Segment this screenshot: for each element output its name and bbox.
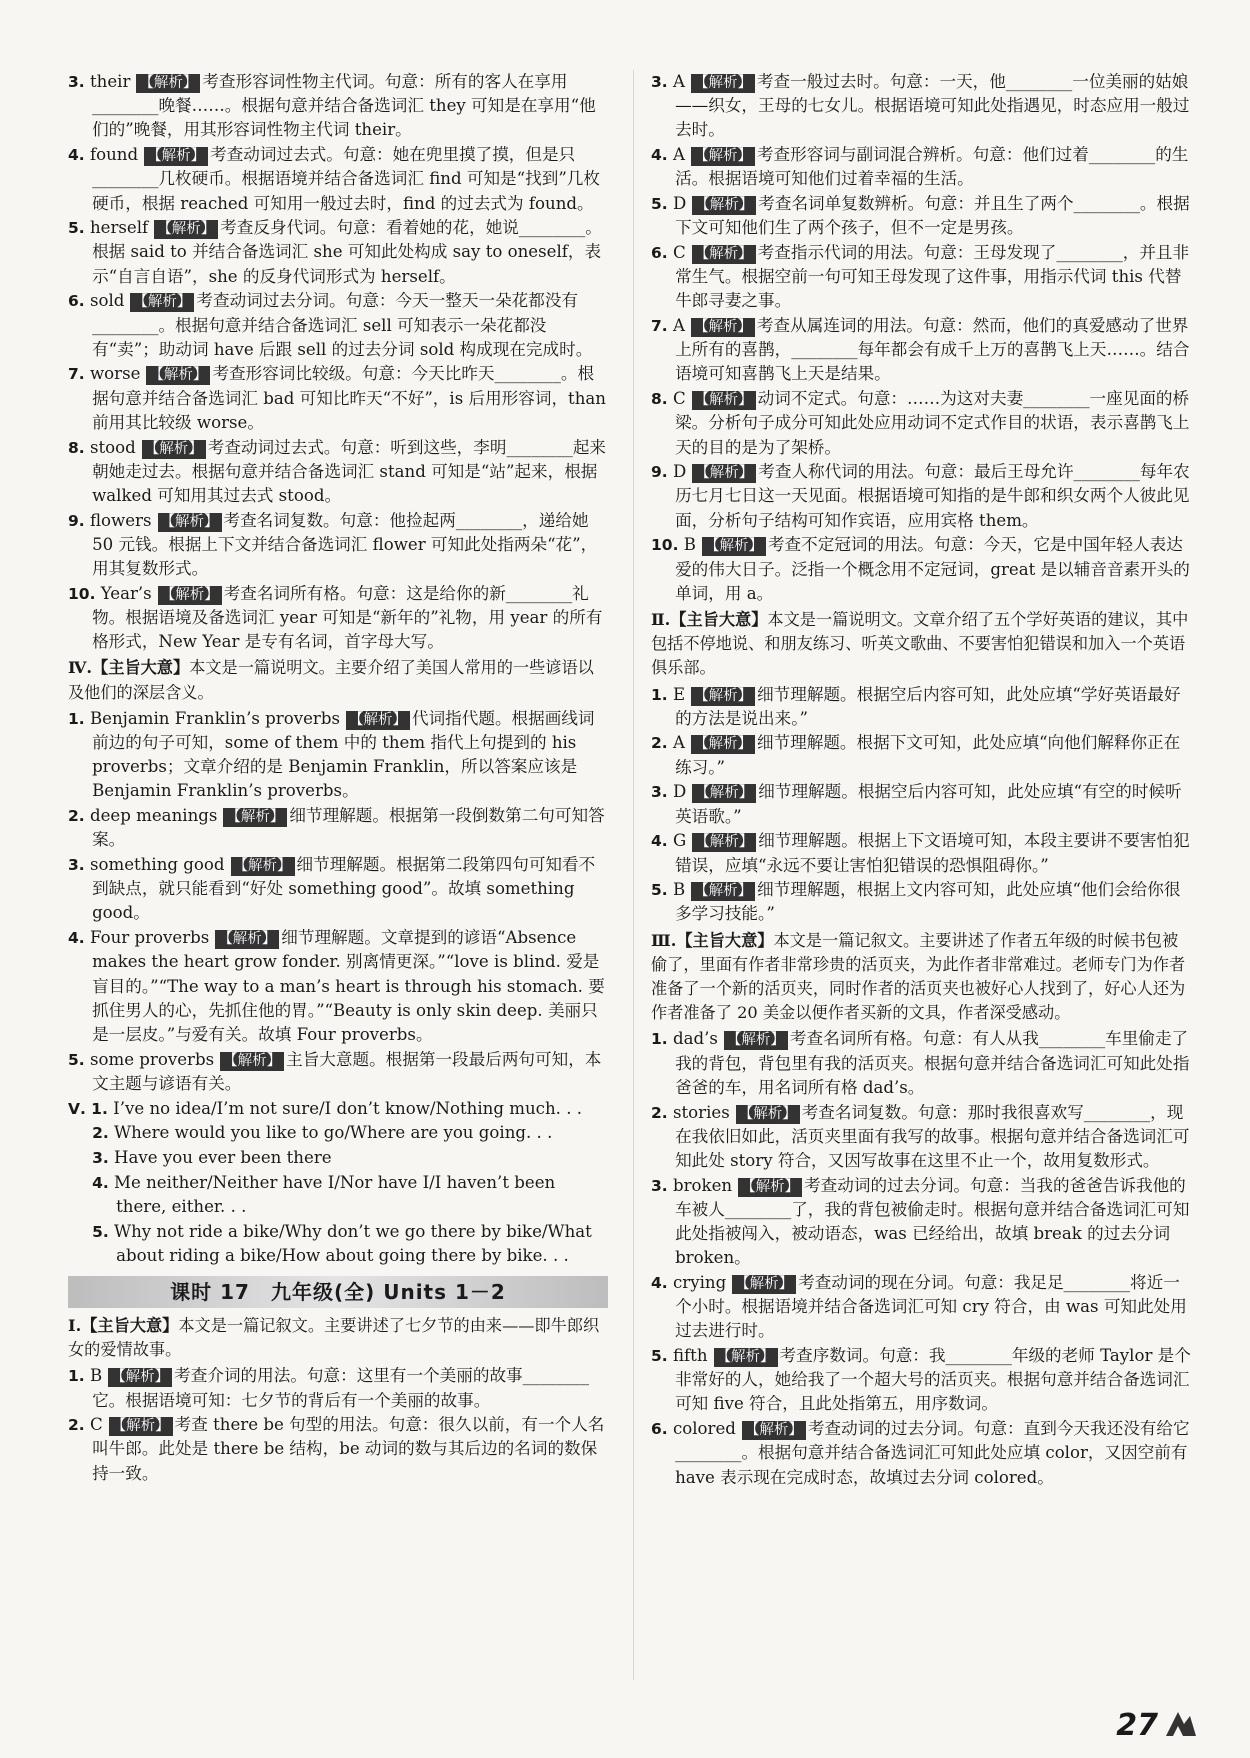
analysis-tag: 【解析】 xyxy=(702,537,766,556)
entry-number: 3. xyxy=(651,783,668,802)
answer-entry xyxy=(651,192,1191,240)
answer-entry xyxy=(651,1174,1191,1271)
answer-entry xyxy=(651,1101,1191,1174)
analysis-tag: 【解析】 xyxy=(109,1417,173,1436)
item-text: I’ve no idea/I’m not sure/I don’t know/Nothing much. . . xyxy=(113,1098,583,1118)
entry-answer: flowers xyxy=(89,510,152,530)
entry-explanation: 考查动词过去式。句意：听到这些，李明________起来朝她走过去。根据句意并结合备选词汇 stand 可知是“站”起来，根据 walked 可知用其过去式 stood。 xyxy=(92,437,607,505)
answer-entry xyxy=(651,460,1191,533)
analysis-tag: 【解析】 xyxy=(142,440,206,459)
entry-explanation: 主旨大意题。根据第一段最后两句可知，本文主题与谚语有关。 xyxy=(92,1049,602,1093)
item-number: 3. xyxy=(92,1148,109,1167)
entry-explanation: 考查形容词与副词混合辨析。句意：他们过着________的生活。根据语境可知他们过着幸福的生活。 xyxy=(675,145,1189,189)
answer-entry xyxy=(651,1344,1191,1417)
section-4-entries xyxy=(68,707,608,1096)
entry-explanation: 考查名词所有格。句意：有人从我________车里偷走了我的背包，背包里有我的活页夹。根据句意并结合备选词汇可知此处指爸爸的车，用名词所有格 dad’s。 xyxy=(675,1029,1190,1097)
entry-answer: B xyxy=(89,1366,103,1386)
entry-explanation: 考查动词的现在分词。句意：我足足________将近一个小时。根据语境并结合备选词汇可知 cry 符合，由 was 可知此处用过去进行时。 xyxy=(675,1272,1187,1341)
entry-number: 1. xyxy=(651,1030,668,1049)
section-4-summary xyxy=(68,656,608,704)
summary-label: 【主旨大意】 xyxy=(676,930,774,950)
entry-explanation: 考查动词过去分词。句意：今天一整天一朵花都没有________。根据句意并结合备选词汇 sell 可知表示一朵花都没有“卖”；助动词 have 后跟 sell 的过去分词 sold 构成现在完成时。 xyxy=(92,291,593,359)
summary-text: 本文是一篇记叙文。主要讲述了七夕节的由来——即牛郎织女的爱情故事。 xyxy=(68,1315,600,1360)
entry-answer: some proverbs xyxy=(89,1049,215,1069)
entry-explanation: 考查序数词。句意：我________年级的老师 Taylor 是个非常好的人，她给我了一个超大号的活页夹。根据句意并结合备选词汇可知 five 符合，且此处指第五，用序数词。 xyxy=(675,1346,1191,1414)
analysis-tag: 【解析】 xyxy=(691,882,755,901)
answer-entry xyxy=(651,731,1191,779)
entry-answer: stories xyxy=(672,1102,730,1122)
entry-number: 3. xyxy=(651,1176,668,1195)
answer-entry xyxy=(68,1048,608,1096)
entry-answer: sold xyxy=(89,291,125,311)
section-5-item-5 xyxy=(68,1220,608,1268)
entry-answer: C xyxy=(89,1415,103,1435)
entry-answer: A xyxy=(672,733,685,753)
entry-answer: A xyxy=(672,72,685,91)
entry-number: 6. xyxy=(651,1420,668,1439)
entry-number: 4. xyxy=(651,832,668,851)
answer-entry xyxy=(651,387,1191,460)
section-numeral: Ⅳ. xyxy=(68,658,93,678)
analysis-tag: 【解析】 xyxy=(738,1178,802,1197)
analysis-tag: 【解析】 xyxy=(144,147,208,166)
answer-entry xyxy=(651,1271,1191,1344)
entry-explanation: 考查介词的用法。句意：这里有一个美丽的故事________它。根据语境可知：七夕节的背后有一个美丽的故事。 xyxy=(92,1366,590,1410)
entry-number: 7. xyxy=(68,365,85,384)
answer-entry xyxy=(68,1413,608,1486)
entry-explanation: 细节理解题。根据空后内容可知，此处应填“有空的时候听英语歌。” xyxy=(675,782,1182,826)
entry-answer: D xyxy=(672,782,687,802)
entry-answer: found xyxy=(89,145,139,165)
entry-number: 10. xyxy=(651,536,679,555)
analysis-tag: 【解析】 xyxy=(108,1368,172,1387)
entry-number: 6. xyxy=(651,243,668,262)
entry-answer: stood xyxy=(89,437,136,457)
analysis-tag: 【解析】 xyxy=(692,784,756,803)
analysis-tag: 【解析】 xyxy=(215,930,279,949)
analysis-tag: 【解析】 xyxy=(742,1421,806,1440)
entry-answer: A xyxy=(672,145,685,165)
entry-number: 5. xyxy=(68,219,85,238)
entry-number: 1. xyxy=(68,1367,85,1386)
entry-explanation: 考查形容词比较级。句意：今天比昨天________。根据句意并结合备选词汇 bad 可知比昨天“不好”，is 后用形容词，than 前用其比较级 worse。 xyxy=(92,364,606,432)
entry-number: 5. xyxy=(651,1347,668,1366)
answer-entry xyxy=(651,143,1191,191)
item-number: 5. xyxy=(92,1222,109,1241)
analysis-tag: 【解析】 xyxy=(692,391,756,410)
analysis-tag: 【解析】 xyxy=(691,687,755,706)
entry-explanation: 考查人称代词的用法。句意：最后王母允许________每年农历七月七日这一天见面。根据语境可知指的是牛郎和织女两个人彼此见面，分析句子结构可知作宾语，应用宾格 them。 xyxy=(675,462,1190,530)
answer-entry xyxy=(651,70,1191,143)
answer-entry xyxy=(651,241,1191,314)
entry-number: 3. xyxy=(68,856,85,874)
analysis-tag: 【解析】 xyxy=(231,857,295,876)
entry-answer: C xyxy=(672,389,686,409)
section-numeral: Ⅰ. xyxy=(68,1315,82,1335)
answer-entry xyxy=(68,70,608,143)
entry-explanation: 考查从属连词的用法。句意：然而，他们的真爱感动了世界上所有的喜鹊，________每年都会有成千上万的喜鹊飞上天……。结合语境可知喜鹊飞上天是结果。 xyxy=(675,316,1190,384)
entry-number: 3. xyxy=(651,73,668,91)
analysis-tag: 【解析】 xyxy=(692,245,756,264)
entry-number: 5. xyxy=(651,881,668,900)
answer-entry xyxy=(68,853,608,926)
summary-label: 【主旨大意】 xyxy=(670,609,768,629)
summary-label: 【主旨大意】 xyxy=(92,658,190,678)
analysis-tag: 【解析】 xyxy=(732,1275,796,1294)
answer-entry xyxy=(68,143,608,216)
left-entries-top xyxy=(68,70,608,654)
entry-answer: broken xyxy=(672,1175,733,1195)
entry-answer: B xyxy=(672,880,686,900)
entry-number: 4. xyxy=(651,1273,668,1292)
section-1-entries-left xyxy=(68,1364,608,1486)
entry-answer: Four proverbs xyxy=(89,928,210,948)
item-number: 1. xyxy=(91,1099,108,1118)
entry-number: 7. xyxy=(651,317,668,336)
section-numeral: Ⅴ. xyxy=(68,1099,86,1118)
entry-number: 8. xyxy=(68,438,85,457)
entry-number: 2. xyxy=(651,1103,668,1122)
entry-explanation: 考查动词过去式。句意：她在兜里摸了摸，但是只________几枚硬币。根据语境并结合备选词汇 find 可知是“找到”几枚硬币，根据 reached 可知用一般过去时，find 的过去式为 found。 xyxy=(92,145,600,213)
analysis-tag: 【解析】 xyxy=(130,293,194,312)
answer-entry xyxy=(68,707,608,804)
summary-text: 本文是一篇说明文。主要介绍了美国人常用的一些谚语以及他们的深层含义。 xyxy=(68,658,594,702)
analysis-tag: 【解析】 xyxy=(691,735,755,754)
entry-explanation: 细节理解题。根据第二段第四句可知看不到缺点，就只能看到“好处 something good”。故填 something good。 xyxy=(92,855,596,923)
answer-entry xyxy=(651,1417,1191,1490)
entry-answer: A xyxy=(672,316,685,336)
analysis-tag: 【解析】 xyxy=(154,220,218,239)
entry-answer: E xyxy=(672,684,686,704)
entry-number: 2. xyxy=(68,1416,85,1435)
answer-entry xyxy=(651,878,1191,926)
answer-entry xyxy=(68,582,608,655)
answer-entry xyxy=(68,362,608,435)
entry-explanation: 考查一般过去时。句意：一天，他________一位美丽的姑娘——织女，王母的七女儿。根据语境可知此处指遇见，时态应用一般过去时。 xyxy=(675,72,1190,140)
section-2-entries xyxy=(651,683,1191,927)
answer-entry xyxy=(68,926,608,1047)
entry-answer: C xyxy=(672,242,686,262)
analysis-tag: 【解析】 xyxy=(691,318,755,337)
entry-explanation: 细节理解题。根据第一段倒数第二句可知答案。 xyxy=(92,806,605,850)
analysis-tag: 【解析】 xyxy=(692,464,756,483)
section-5 xyxy=(68,1097,608,1268)
entry-answer: herself xyxy=(89,218,149,238)
item-text: Why not ride a bike/Why don’t we go there by bike/What about riding a bike/How about going there by bike. . . xyxy=(114,1221,592,1265)
section-5-item-2 xyxy=(68,1121,608,1145)
analysis-tag: 【解析】 xyxy=(146,366,210,385)
entry-number: 5. xyxy=(651,195,668,214)
entry-number: 10. xyxy=(68,584,96,603)
analysis-tag: 【解析】 xyxy=(692,196,756,215)
answer-entry xyxy=(68,216,608,289)
item-number: 4. xyxy=(92,1173,109,1192)
analysis-tag: 【解析】 xyxy=(724,1031,788,1050)
entry-explanation: 考查名词复数。句意：那时我很喜欢写________，现在我依旧如此，活页夹里面有我写的故事。根据句意并结合备选词汇可知此处 story 符合，又因写故事在这里不止一个，故用复数形式。 xyxy=(675,1102,1190,1170)
entry-number: 6. xyxy=(68,292,85,311)
entry-explanation: 动词不定式。句意：……为这对夫妻________一座见面的桥梁。分析句子成分可知此处应用动词不定式作目的状语，表示喜鹊飞上天的目的是为了架桥。 xyxy=(675,389,1190,457)
entry-explanation: 考查指示代词的用法。句意：王母发现了________，并且非常生气。根据空前一句可知王母发现了这件事，用指示代词 this 代替牛郎寻妻之事。 xyxy=(675,242,1190,311)
analysis-tag: 【解析】 xyxy=(223,808,287,827)
entry-number: 2. xyxy=(68,807,85,826)
analysis-tag: 【解析】 xyxy=(691,147,755,166)
entry-number: 1. xyxy=(68,709,85,728)
analysis-tag: 【解析】 xyxy=(691,74,755,93)
analysis-tag: 【解析】 xyxy=(158,586,222,605)
entry-explanation: 细节理解题。根据上下文语境可知，本段主要讲不要害怕犯错误，应填“永远不要让害怕犯错误的恐惧阻碍你。” xyxy=(675,831,1190,875)
entry-number: 4. xyxy=(68,929,85,948)
analysis-tag: 【解析】 xyxy=(136,74,200,93)
entry-explanation: 考查动词的过去分词。句意：当我的爸爸告诉我他的车被人________了，我的背包被偷走时。根据句意并结合备选词汇可知此处指被闯入，被动语态，was 已经给出，故填 break 的过去分词 broken。 xyxy=(675,1175,1190,1268)
entry-answer: Benjamin Franklin’s proverbs xyxy=(89,708,340,728)
left-column xyxy=(68,70,608,1486)
section-5-item-1 xyxy=(68,1097,608,1121)
analysis-tag: 【解析】 xyxy=(692,833,756,852)
entry-explanation: 考查反身代词。句意：看着她的花，她说________。根据 said to 并结合备选词汇 she 可知此处构成 say to oneself，表示“自言自语”，she 的反身代词形式为 herself。 xyxy=(92,218,602,286)
summary-text: 本文是一篇记叙文。主要讲述了作者五年级的时候书包被偷了，里面有作者非常珍贵的活页夹，为此作者非常难过。老师专门为作者准备了一个新的活页夹，同时作者的活页夹也被好心人找到了，好心人还为作者准备了 20 美金以便作者买新的文具，作者深受感动。 xyxy=(651,930,1186,1023)
entry-explanation: 考查动词的过去分词。句意：直到今天我还没有给它________。根据句意并结合备选词汇可知此处应填 color，又因空前有 have 表示现在完成时态，故填过去分词 colored。 xyxy=(675,1419,1190,1487)
analysis-tag: 【解析】 xyxy=(736,1105,800,1124)
section-numeral: Ⅲ. xyxy=(651,930,677,950)
summary-text: 本文是一篇说明文。文章介绍了五个学好英语的建议，其中包括不停地说、和朋友练习、听英文歌曲、不要害怕犯错误和加入一个英语俱乐部。 xyxy=(651,609,1189,678)
summary-label: 【主旨大意】 xyxy=(81,1315,179,1335)
entry-number: 9. xyxy=(651,463,668,482)
entry-answer: something good xyxy=(89,855,225,874)
item-number: 2. xyxy=(92,1124,109,1143)
entry-number: 5. xyxy=(68,1050,85,1069)
entry-answer: B xyxy=(683,535,696,555)
entry-explanation: 代词指代题。根据画线词前边的句子可知，some of them 中的 them 指代上句提到的 his proverbs；文章介绍的是 Benjamin Franklin，所以答案应该是 Benjamin Franklin’s proverbs。 xyxy=(92,708,595,801)
entry-answer: dad’s xyxy=(672,1029,718,1049)
answer-entry xyxy=(68,289,608,362)
section-3-summary xyxy=(651,929,1191,1026)
entry-explanation: 考查形容词性物主代词。句意：所有的客人在享用________晚餐……。根据句意并结合备选词汇 they 可知是在享用“他们的”晚餐，用其形容词性物主代词 their。 xyxy=(92,72,596,140)
item-text: Have you ever been there xyxy=(114,1147,332,1167)
section-1-entries-right xyxy=(651,70,1191,606)
analysis-tag: 【解析】 xyxy=(158,513,222,532)
entry-answer: worse xyxy=(89,364,141,384)
entry-number: 3. xyxy=(68,73,85,91)
answer-entry xyxy=(68,1364,608,1412)
section-5-item-4 xyxy=(68,1171,608,1219)
answer-entry xyxy=(651,1027,1191,1100)
entry-answer: their xyxy=(89,72,131,91)
entry-number: 8. xyxy=(651,390,668,409)
answer-entry xyxy=(651,829,1191,877)
right-column xyxy=(651,70,1191,1490)
publisher-logo-icon xyxy=(1164,1708,1198,1738)
answer-entry xyxy=(651,683,1191,731)
answer-entry xyxy=(651,314,1191,387)
entry-answer: D xyxy=(672,462,687,482)
entry-explanation: 细节理解题，根据上文内容可知，此处应填“他们会给你很多学习技能。” xyxy=(675,880,1181,924)
section-numeral: Ⅱ. xyxy=(651,609,671,629)
entry-number: 1. xyxy=(651,685,668,704)
item-text: Where would you like to go/Where are you going. . . xyxy=(114,1123,553,1143)
page-number: 27 xyxy=(1116,1707,1158,1743)
entry-explanation: 考查 there be 句型的用法。句意：很久以前，有一个人名叫牛郎。此处是 there be 结构，be 动词的数与其后边的名词的数保持一致。 xyxy=(92,1415,605,1483)
entry-explanation: 考查名词复数。句意：他捡起两________，递给她 50 元钱。根据上下文并结合备选词汇 flower 可知此处指两朵“花”，用其复数形式。 xyxy=(92,510,598,579)
entry-answer: Year’s xyxy=(100,583,152,603)
entry-explanation: 考查不定冠词的用法。句意：今天，它是中国年轻人表达爱的伟大日子。泛指一个概念用不定冠词，great 是以辅音音素开头的单词，用 a。 xyxy=(675,535,1190,603)
entry-explanation: 细节理解题。文章提到的谚语“Absence makes the heart grow fonder. 别离情更深。”“love is blind. 爱是盲目的。”“The way to a man’s heart is through his stomach. 要抓住男人的心，先抓住他的胃。”“Beauty is only skin deep. 美丽只是一层皮。”与爱有关。故填 Four proverbs。 xyxy=(92,928,605,1044)
section-5-item-3 xyxy=(68,1146,608,1170)
entry-number: 9. xyxy=(68,511,85,530)
entry-explanation: 考查名词所有格。句意：这是给你的新________礼物。根据语境及备选词汇 year 可知是“新年的”礼物，用 year 的所有格形式，New Year 是专有名词，首字母大写。 xyxy=(92,583,603,652)
item-text: Me neither/Neither have I/Nor have I/I haven’t been there, either. . . xyxy=(114,1172,556,1216)
lesson-header: 课时 17 九年级(全) Units 1－2 xyxy=(68,1276,608,1308)
entry-answer: crying xyxy=(672,1272,727,1292)
analysis-tag: 【解析】 xyxy=(714,1348,778,1367)
entry-answer: D xyxy=(672,194,687,214)
entry-number: 2. xyxy=(651,734,668,753)
entry-explanation: 考查名词单复数辨析。句意：并且生了两个________。根据下文可知他们生了两个孩子，但不一定是男孩。 xyxy=(675,194,1190,238)
analysis-tag: 【解析】 xyxy=(220,1052,284,1071)
answer-entry xyxy=(68,436,608,509)
entry-explanation: 细节理解题。根据下文可知，此处应填“向他们解释你正在练习。” xyxy=(675,733,1181,777)
section-1-summary xyxy=(68,1314,608,1362)
section-3-entries xyxy=(651,1027,1191,1489)
analysis-tag: 【解析】 xyxy=(346,711,410,730)
section-2-summary xyxy=(651,608,1191,681)
answer-entry xyxy=(651,533,1191,606)
answer-entry xyxy=(651,780,1191,828)
entry-number: 4. xyxy=(68,146,85,165)
column-divider xyxy=(633,70,634,1680)
answer-entry xyxy=(68,804,608,852)
entry-answer: colored xyxy=(672,1419,736,1439)
entry-number: 4. xyxy=(651,146,668,165)
entry-answer: G xyxy=(672,831,687,851)
entry-explanation: 细节理解题。根据空后内容可知，此处应填“学好英语最好的方法是说出来。” xyxy=(675,684,1181,728)
answer-entry xyxy=(68,509,608,582)
entry-answer: fifth xyxy=(672,1346,708,1366)
entry-answer: deep meanings xyxy=(89,806,218,826)
